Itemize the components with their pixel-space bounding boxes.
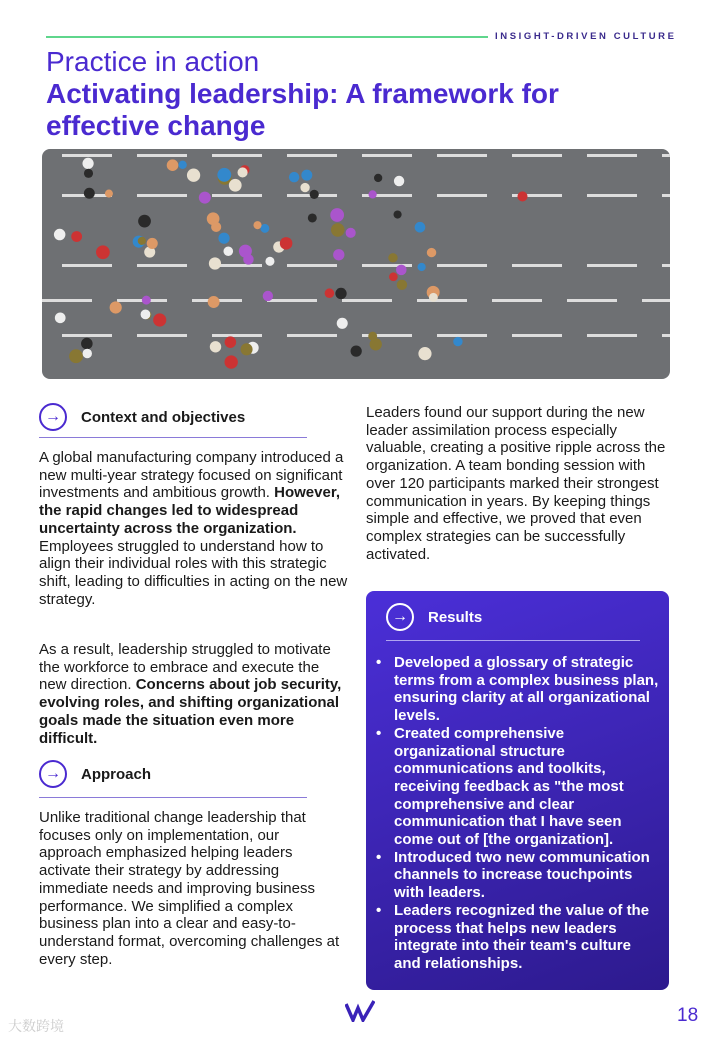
person-mark <box>84 188 95 199</box>
person-mark <box>69 349 83 363</box>
person-mark <box>335 288 346 299</box>
person-mark <box>141 309 151 319</box>
person-mark <box>289 172 299 182</box>
person-mark <box>263 291 273 301</box>
person-mark <box>211 222 221 232</box>
person-mark <box>138 215 151 228</box>
person-mark <box>81 338 93 350</box>
person-mark <box>225 355 238 368</box>
person-mark <box>394 176 404 186</box>
person-mark <box>55 312 66 323</box>
context-p2: As a result, leadership struggled to motivate the workforce to embrace and execute the new direction. Concerns about job security, evolving roles, and shifting organizational goals made the situation even more difficult. <box>39 641 342 747</box>
arrow-right-icon: → <box>39 760 67 788</box>
person-mark <box>187 169 200 182</box>
list-item: • Leaders recognized the value of the process that helps new leaders integrate into their team's culture and relationships. <box>376 902 661 973</box>
person-mark <box>105 190 113 198</box>
person-mark <box>229 179 242 192</box>
arrow-right-icon: → <box>39 403 67 431</box>
person-mark <box>418 263 426 271</box>
approach-heading <box>39 760 151 788</box>
divider <box>386 640 640 641</box>
arrow-right-icon: → <box>386 603 414 631</box>
person-mark <box>374 174 382 182</box>
person-mark <box>330 208 344 222</box>
person-mark <box>83 349 92 358</box>
context-heading <box>39 403 245 431</box>
results-box <box>366 591 669 990</box>
person-mark <box>346 228 356 238</box>
person-mark <box>199 192 211 204</box>
person-mark <box>237 167 247 177</box>
person-mark <box>337 318 348 329</box>
person-mark <box>218 233 229 244</box>
heading-label: Results <box>428 608 483 626</box>
person-mark <box>147 238 158 249</box>
person-mark <box>418 347 431 360</box>
divider <box>39 797 307 798</box>
person-mark <box>153 313 166 326</box>
section-label: INSIGHT-DRIVEN CULTURE <box>495 31 677 42</box>
person-mark <box>368 190 376 198</box>
person-mark <box>142 296 151 305</box>
person-mark <box>209 257 221 269</box>
person-mark <box>110 301 122 313</box>
divider <box>39 437 307 438</box>
person-mark <box>397 280 407 290</box>
kicker: Practice in action <box>46 46 260 77</box>
person-mark <box>394 210 402 218</box>
list-item: • Created comprehensive organizational structure communications and toolkits, receiving feedback as "the most comprehensive and clear communication that I have seen come out of [the organization]. <box>376 725 661 849</box>
results-heading <box>386 603 482 631</box>
person-mark <box>253 221 261 229</box>
right-text: Leaders found our support during the new leader assimilation process especially valuable, creating a positive ripple across the organization. A team bonding session with over 120 participants marked their strongest communication in years. By keeping things simple and effective, we proved that even complex strategies can be successfully activated. <box>366 404 666 563</box>
person-mark <box>415 222 426 233</box>
person-mark <box>217 168 231 182</box>
crowd-aerial-photo <box>42 149 670 379</box>
watermark: 大数跨境 <box>8 1018 64 1034</box>
person-mark <box>370 338 382 350</box>
heading-label: Approach <box>81 765 152 783</box>
brand-logo-icon <box>345 1000 375 1022</box>
person-mark <box>54 229 66 241</box>
person-mark <box>351 345 362 356</box>
person-mark <box>453 337 462 346</box>
person-mark <box>241 343 253 355</box>
person-mark <box>71 231 82 242</box>
person-mark <box>167 159 179 171</box>
person-mark <box>138 237 146 245</box>
person-mark <box>96 245 110 259</box>
page-title: Activating leadership: A framework for effective change <box>46 78 559 141</box>
person-mark <box>243 254 253 264</box>
page-number: 18 <box>677 1005 699 1026</box>
person-mark <box>429 293 438 302</box>
person-mark <box>427 248 436 257</box>
person-mark <box>310 190 319 199</box>
person-mark <box>325 288 335 298</box>
person-mark <box>280 237 293 250</box>
person-mark <box>223 246 233 256</box>
person-mark <box>260 224 269 233</box>
person-mark <box>396 265 407 276</box>
person-mark <box>300 183 309 192</box>
list-item: • Developed a glossary of strategic terms from a complex business plan, ensuring clarity at all organizational levels. <box>376 654 661 725</box>
person-mark <box>82 158 93 169</box>
list-item: • Introduced two new communication channels to increase touchpoints with leaders. <box>376 849 661 902</box>
person-mark <box>208 296 220 308</box>
context-p1: A global manufacturing company introduced a new multi-year strategy focused on significant investments and ambitious growth. However, the rapid changes led to widespread uncertainty across the organization. Employees struggled to understand how to align their individual roles with this strategic shift, leading to difficulties in acting on the new strategy. <box>39 449 348 608</box>
person-mark <box>389 272 398 281</box>
header-rule <box>46 36 488 38</box>
person-mark <box>388 253 397 262</box>
results-list <box>376 654 661 973</box>
person-mark <box>210 341 221 352</box>
person-mark <box>333 249 344 260</box>
person-mark <box>225 336 237 348</box>
heading-label: Context and objectives <box>81 408 246 426</box>
person-mark <box>84 169 93 178</box>
person-mark <box>308 213 317 222</box>
person-mark <box>178 161 186 169</box>
approach-text: Unlike traditional change leadership that focuses only on implementation, our approach emphasized helping leaders activate their strategy by addressing immediate needs and improving business performance. We simplified a complex business plan into a clear and easy-to-understand format, overcoming challenges at every step. <box>39 809 340 968</box>
person-mark <box>517 191 527 201</box>
person-mark <box>301 170 312 181</box>
person-mark <box>265 257 274 266</box>
person-mark <box>331 223 345 237</box>
